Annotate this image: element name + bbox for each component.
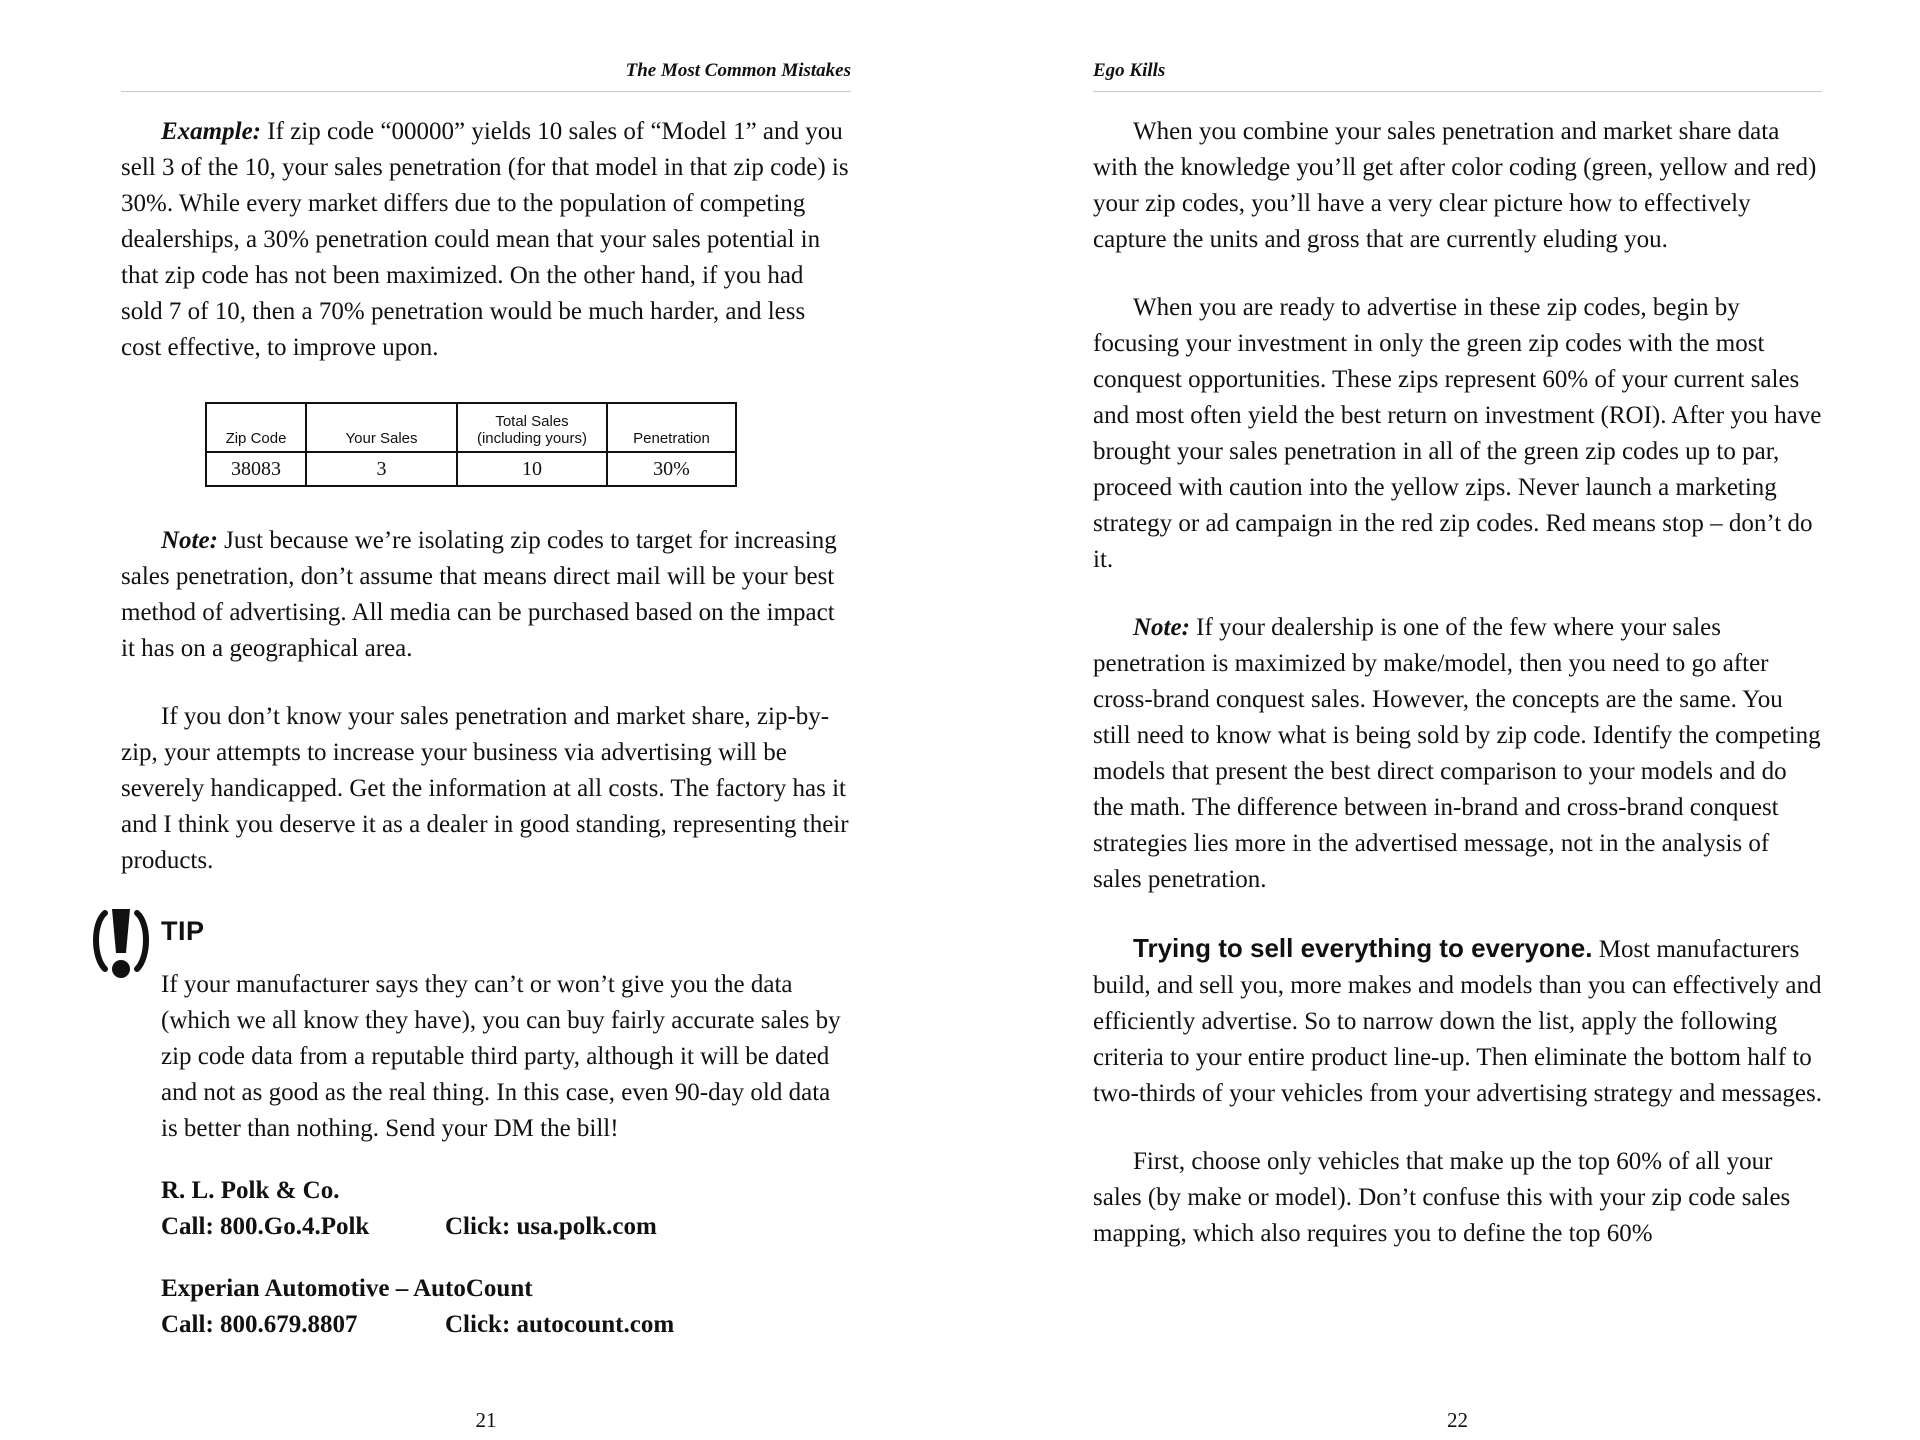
note-lead: Note: xyxy=(1133,614,1190,641)
page-number: 22 xyxy=(1447,1408,1468,1432)
contact-name: Experian Automotive – AutoCount xyxy=(161,1275,533,1302)
col-total-sales: Total Sales (including yours) xyxy=(457,403,607,452)
tip-box xyxy=(121,905,851,1343)
col-your-sales: Your Sales xyxy=(306,403,457,452)
col-penetration: Penetration xyxy=(607,403,736,452)
subhead-text: Most manufacturers build, and sell you, more makes and models than you can effectively and efficiently advertise. So to narrow down the list, apply the following criteria to your entire product line-up. Then eliminate the bottom half to two-thirds of your vehicles from your advertising strategy and messages. xyxy=(1093,936,1822,1107)
tip-title: TIP xyxy=(161,916,205,946)
contact-block xyxy=(161,1173,851,1245)
right-page xyxy=(1093,0,1822,1440)
example-text: If zip code “00000” yields 10 sales of “Model 1” and you sell 3 of the 10, your sales penetration (for that model in that zip code) is 30%. While every market differs due to the population of competing dealerships, a 30% penetration could mean that your sales potential in that zip code has not been maximized. On the other hand, if you had sold 7 of 10, then a 70% penetration would be much harder, and less cost effective, to improve upon. xyxy=(121,118,849,361)
contact-call: Call: 800.679.8807 xyxy=(161,1311,358,1338)
cell-penetration: 30% xyxy=(607,452,736,486)
body-paragraph: When you are ready to advertise in these zip codes, begin by focusing your investment in only the green zip codes with the most conquest opportunities. These zips represent 60% of your current sales and most often yield the best return on investment (ROI). After you have brought your sales penetration in all of the green zip codes up to par, proceed with caution into the yellow zips. Never launch a marketing strategy or ad campaign in the red zip codes. Red means stop – don’t do it. xyxy=(1093,294,1822,573)
note-text: Just because we’re isolating zip codes to target for increasing sales penetration, don’t assume that means direct mail will be your best method of advertising. All media can be purchased based on the impact it has on a geographical area. xyxy=(121,527,837,662)
cell-total-sales: 10 xyxy=(457,452,607,486)
subhead-paragraph xyxy=(1093,930,1822,1112)
note-lead: Note: xyxy=(161,527,218,554)
body-paragraph: When you combine your sales penetration and market share data with the knowledge you’ll get after color coding (green, yellow and red) your zip codes, you’ll have a very clear picture how to effectively capture the units and gross that are currently eluding you. xyxy=(1093,118,1817,253)
example-paragraph xyxy=(121,114,851,366)
note-paragraph xyxy=(121,523,851,667)
example-lead: Example: xyxy=(161,118,261,145)
page-number: 21 xyxy=(475,1408,497,1432)
cell-zip: 38083 xyxy=(206,452,306,486)
exclamation-icon xyxy=(91,907,151,981)
contact-row xyxy=(161,1209,851,1245)
section-subhead: Trying to sell everything to everyone. xyxy=(1133,933,1593,963)
contact-click: Click: usa.polk.com xyxy=(445,1213,657,1240)
page-content xyxy=(1093,114,1822,1252)
running-head: Ego Kills xyxy=(1093,60,1822,92)
contact-row xyxy=(161,1307,851,1343)
penetration-table xyxy=(205,402,737,487)
col-zip-code: Zip Code xyxy=(206,403,306,452)
tip-text: If your manufacturer says they can’t or won’t give you the data (which we all know they have), you can buy fairly accurate sales by zip code data from a reputable third party, although it will be dated and not as good as the real thing. In this case, even 90-day old data is better than nothing. Send your DM the bill! xyxy=(161,971,841,1142)
contact-name: R. L. Polk & Co. xyxy=(161,1177,340,1204)
body-paragraph: First, choose only vehicles that make up the top 60% of all your sales (by make or model). Don’t confuse this with your zip code sales mapping, which also requires you to define the top 60% xyxy=(1093,1148,1791,1247)
note-text: If your dealership is one of the few where your sales penetration is maximized by make/model, then you need to go after cross-brand conquest sales. However, the concepts are the same. You still need to know what is being sold by zip code. Identify the competing models that present the best direct comparison to your models and do the math. The difference between in-brand and cross-brand conquest strategies lies more in the advertised message, not in the analysis of sales penetration. xyxy=(1093,614,1821,893)
contact-block xyxy=(161,1271,851,1343)
contact-call: Call: 800.Go.4.Polk xyxy=(161,1213,370,1240)
table-header-row xyxy=(206,403,736,452)
body-paragraph: If you don’t know your sales penetration and market share, zip-by-zip, your attempts to increase your business via advertising will be severely handicapped. Get the information at all costs. The factory has it and I think you deserve it as a dealer in good standing, representing their products. xyxy=(121,703,849,874)
note-paragraph xyxy=(1093,610,1822,898)
contact-click: Click: autocount.com xyxy=(445,1311,675,1338)
running-head: The Most Common Mistakes xyxy=(121,60,851,92)
page-content xyxy=(121,114,851,1343)
cell-your-sales: 3 xyxy=(306,452,457,486)
left-page xyxy=(121,0,851,1440)
table-row xyxy=(206,452,736,486)
